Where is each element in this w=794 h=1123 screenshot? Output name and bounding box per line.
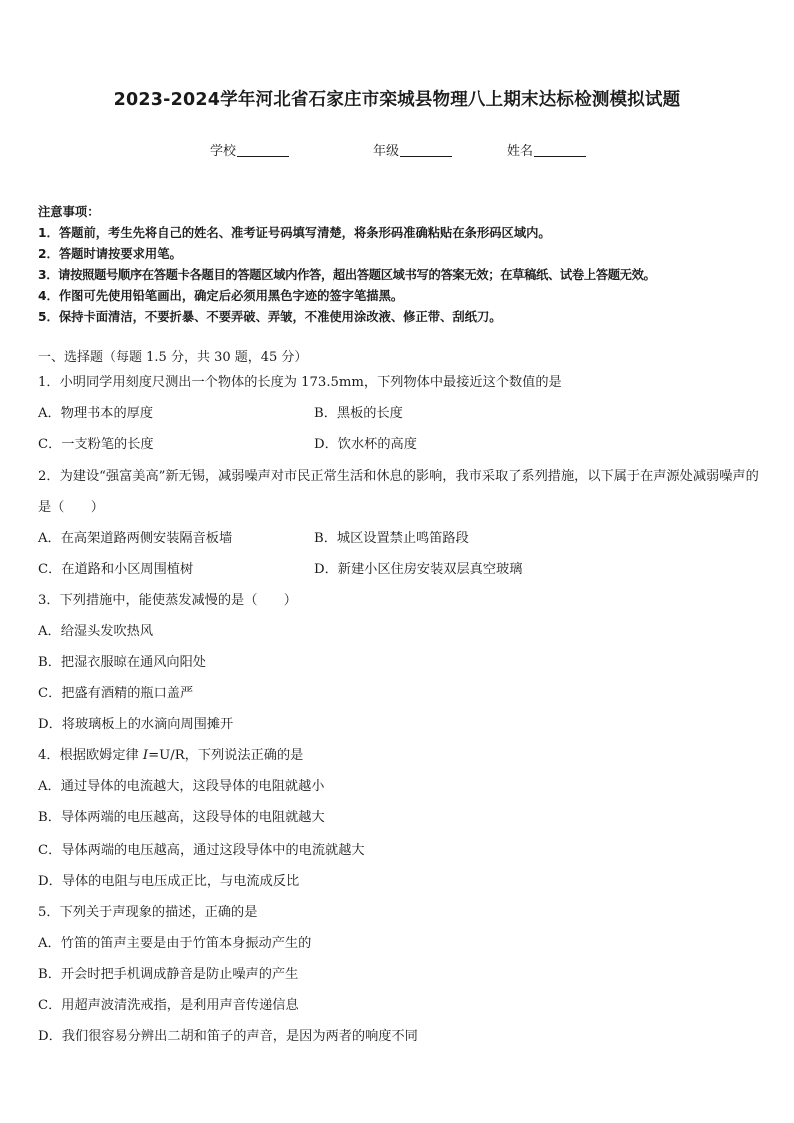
note-item: 2．答题时请按要求用笔。 xyxy=(38,247,182,261)
option-d[interactable]: D．我们很容易分辨出二胡和笛子的声音，是因为两者的响度不同 xyxy=(38,1029,418,1044)
option-d[interactable]: D．新建小区住房安装双层真空玻璃 xyxy=(314,562,523,577)
section-heading: 一、选择题（每题 1.5 分，共 30 题，45 分） xyxy=(38,350,308,365)
option-b[interactable]: B．黑板的长度 xyxy=(314,406,403,421)
option-a[interactable]: A．竹笛的笛声主要是由于竹笛本身振动产生的 xyxy=(38,936,312,951)
student-info-line xyxy=(0,140,794,160)
note-item: 5．保持卡面清洁，不要折暴、不要弄破、弄皱，不准使用涂改液、修正带、刮纸刀。 xyxy=(38,310,502,324)
grade-label: 年级 xyxy=(373,144,400,159)
option-b[interactable]: B．把湿衣服晾在通风向阳处 xyxy=(38,655,206,670)
option-d[interactable]: D．导体的电阻与电压成正比，与电流成反比 xyxy=(38,874,300,889)
formula-symbol: I xyxy=(142,748,149,763)
question-stem-text: =U/R，下列说法正确的是 xyxy=(148,748,304,763)
option-b[interactable]: B．导体两端的电压越高，这段导体的电阻就越大 xyxy=(38,810,325,825)
option-a[interactable]: A．给湿头发吹热风 xyxy=(38,624,154,639)
option-a[interactable]: A．物理书本的厚度 xyxy=(38,406,154,421)
option-a[interactable]: A．通过导体的电流越大，这段导体的电阻就越小 xyxy=(38,779,325,794)
name-field[interactable] xyxy=(507,140,586,159)
option-c[interactable]: C．一支粉笔的长度 xyxy=(38,437,154,452)
question-stem xyxy=(38,746,303,766)
school-label: 学校 xyxy=(210,144,237,159)
school-blank[interactable] xyxy=(237,143,289,157)
option-c[interactable]: C．把盛有酒精的瓶口盖严 xyxy=(38,686,194,701)
name-blank[interactable] xyxy=(534,143,586,157)
notes-block xyxy=(38,202,768,328)
page-title: 2023-2024学年河北省石家庄市栾城县物理八上期末达标检测模拟试题 xyxy=(113,90,681,110)
question-stem: 2．为建设“强富美高”新无锡，减弱噪声对市民正常生活和休息的影响，我市采取了系列措施，以下属于在声源处减弱噪声的是（ ） xyxy=(38,469,759,515)
option-d[interactable]: D．将玻璃板上的水滴向周围摊开 xyxy=(38,717,234,732)
school-field[interactable] xyxy=(210,140,289,159)
question-stem-text: 4．根据欧姆定律 xyxy=(38,748,143,763)
option-c[interactable]: C．用超声波清洗戒指，是利用声音传递信息 xyxy=(38,998,299,1013)
option-b[interactable]: B．城区设置禁止鸣笛路段 xyxy=(314,531,469,546)
note-item: 3．请按照题号顺序在答题卡各题目的答题区域内作答，超出答题区域书写的答案无效；在草稿纸、试卷上答题无效。 xyxy=(38,268,656,282)
option-c[interactable]: C．导体两端的电压越高，通过这段导体中的电流就越大 xyxy=(38,843,365,858)
grade-blank[interactable] xyxy=(400,143,452,157)
option-c[interactable]: C．在道路和小区周围植树 xyxy=(38,562,194,577)
note-item: 4．作图可先使用铅笔画出，确定后必须用黑色字迹的签字笔描黑。 xyxy=(38,289,404,303)
option-b[interactable]: B．开会时把手机调成静音是防止噪声的产生 xyxy=(38,967,299,982)
question-stem: 1．小明同学用刻度尺测出一个物体的长度为 173.5mm，下列物体中最接近这个数值的是 xyxy=(38,375,562,390)
grade-field[interactable] xyxy=(373,140,452,159)
note-item: 1．答题前，考生先将自己的姓名、准考证号码填写清楚，将条形码准确粘贴在条形码区域内。 xyxy=(38,226,551,240)
option-d[interactable]: D．饮水杯的高度 xyxy=(314,437,417,452)
notes-heading: 注意事项： xyxy=(38,205,100,219)
option-a[interactable]: A．在高架道路两侧安装隔音板墙 xyxy=(38,531,233,546)
question-stem: 3．下列措施中，能使蒸发减慢的是（ ） xyxy=(38,593,297,608)
question-stem: 5．下列关于声现象的描述，正确的是 xyxy=(38,905,258,920)
name-label: 姓名 xyxy=(507,144,534,159)
